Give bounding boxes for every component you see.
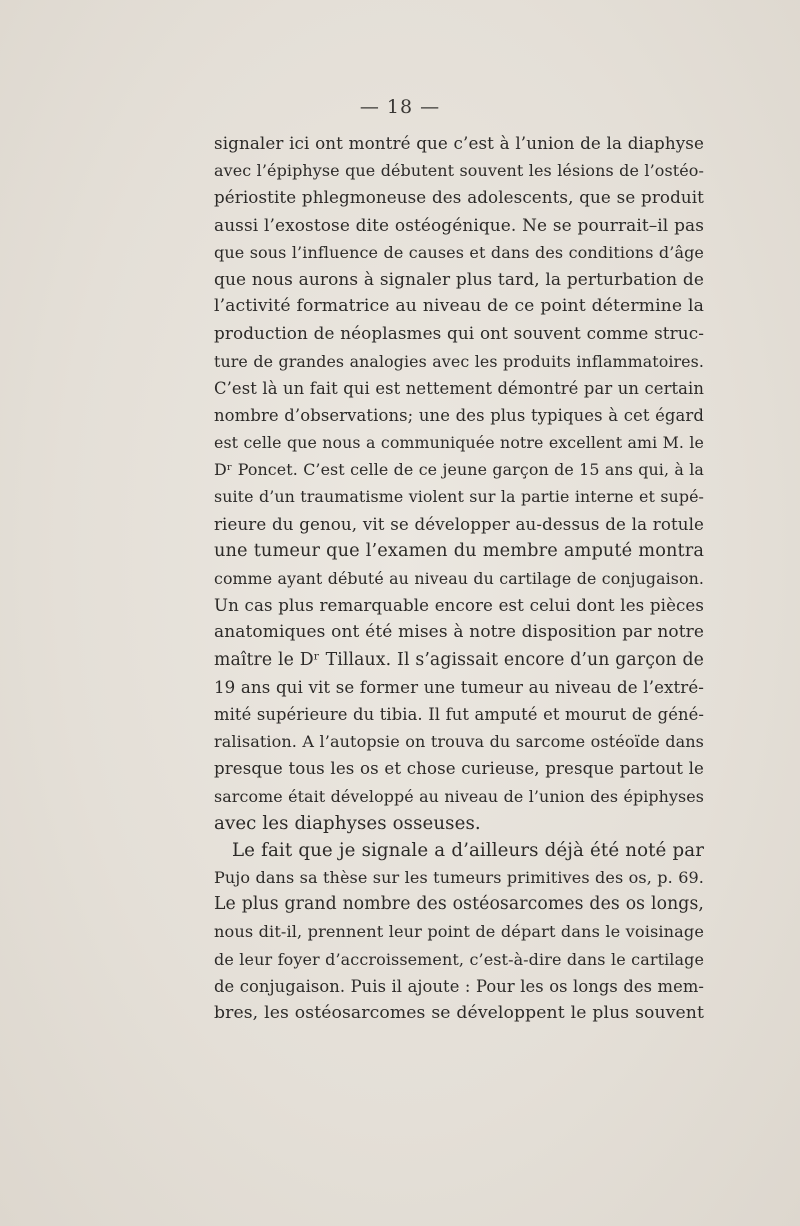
text-line: Dʳ Poncet. C’est celle de ce jeune garçon de 15 ans qui, à la [214, 460, 704, 480]
text-line: ralisation. A l’autopsie on trouva du sarcome ostéoïde dans [214, 732, 704, 752]
text-line: presque tous les os et chose curieuse, presque partout le [214, 759, 704, 779]
text-line: mité supérieure du tibia. Il fut amputé et mourut de géné- [214, 704, 704, 724]
text-line: de conjugaison. Puis il ajoute : Pour les os longs des mem- [214, 976, 704, 996]
page-number: — 18 — [359, 96, 441, 118]
text-line: Le plus grand nombre des ostéosarcomes des os longs, [214, 894, 704, 915]
text-line: ture de grandes analogies avec les produits inflammatoires. [214, 351, 704, 371]
text-line: de leur foyer d’accroissement, c’est-à-dire dans le cartilage [214, 949, 704, 969]
text-line: Le fait que je signale a d’ailleurs déjà été noté par [232, 839, 704, 861]
text-line: une tumeur que l’examen du membre amputé montra [214, 540, 704, 561]
text-line: bres, les ostéosarcomes se développent le plus souvent [214, 1003, 704, 1023]
text-line: est celle que nous a communiquée notre excellent ami M. le [214, 433, 704, 453]
text-line: C’est là un fait qui est nettement démontré par un certain [214, 378, 704, 398]
text-line: périostite phlegmoneuse des adolescents, que se produit [214, 187, 704, 208]
text-line: 19 ans qui vit se former une tumeur au niveau de l’extré- [214, 677, 704, 697]
text-line: avec l’épiphyse que débutent souvent les lésions de l’ostéo- [214, 161, 704, 181]
text-line: nombre d’observations; une des plus typiques à cet égard [214, 405, 704, 425]
text-line: avec les diaphyses osseuses. [214, 812, 481, 834]
text-line: Pujo dans sa thèse sur les tumeurs primitives des os, p. 69. [214, 868, 704, 888]
text-line: anatomiques ont été mises à notre disposition par notre [214, 622, 704, 643]
text-line: l’activité formatrice au niveau de ce point détermine la [214, 296, 704, 317]
text-line: rieure du genou, vit se développer au-dessus de la rotule [214, 514, 704, 534]
text-line: maître le Dʳ Tillaux. Il s’agissait encore d’un garçon de [214, 649, 704, 670]
text-line: comme ayant débuté au niveau du cartilage de conjugaison. [214, 569, 704, 588]
text-line: production de néoplasmes qui ont souvent comme struc- [214, 323, 704, 344]
text-line: que sous l’influence de causes et dans des conditions d’âge [214, 242, 704, 262]
text-line: signaler ici ont montré que c’est à l’union de la diaphyse [214, 133, 704, 153]
text-line: nous dit-il, prennent leur point de départ dans le voisinage [214, 922, 704, 942]
text-line: Un cas plus remarquable encore est celui dont les pièces [214, 596, 704, 616]
text-line: suite d’un traumatisme violent sur la partie interne et supé- [214, 487, 704, 507]
body-text [214, 130, 704, 1027]
text-line: aussi l’exostose dite ostéogénique. Ne se pourrait–il pas [214, 214, 704, 235]
text-line: sarcome était développé au niveau de l’union des épiphyses [214, 786, 704, 806]
text-line: que nous aurons à signaler plus tard, la perturbation de [214, 268, 704, 289]
